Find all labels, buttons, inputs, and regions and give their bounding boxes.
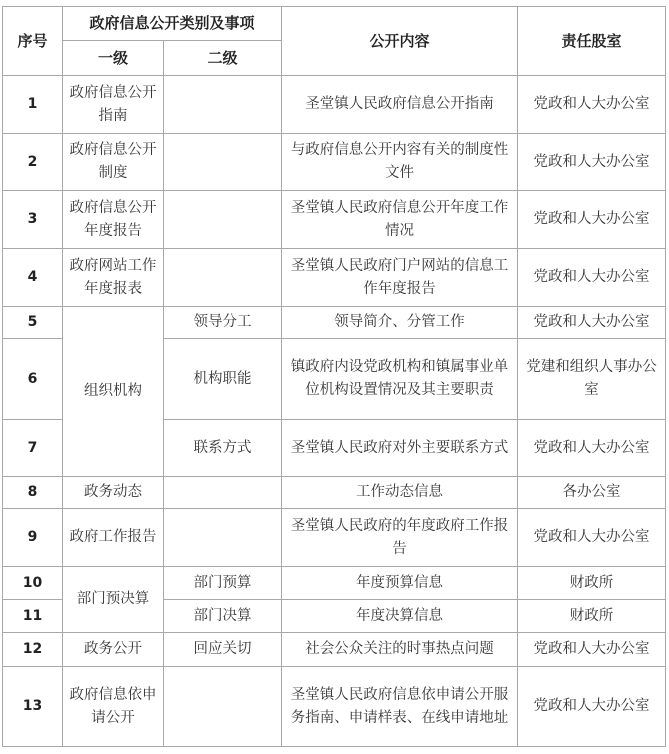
row-seq: 6 [3, 339, 63, 420]
row-level1-merged: 组织机构 [63, 307, 164, 477]
table-row [3, 633, 666, 667]
row-content: 领导简介、分管工作 [282, 307, 518, 339]
row-office: 党政和人大办公室 [518, 191, 666, 249]
header-content: 公开内容 [282, 7, 518, 76]
row-level1: 政府网站工作年度报表 [63, 249, 164, 307]
row-level2: 领导分工 [164, 307, 282, 339]
table-row [3, 477, 666, 509]
row-seq: 12 [3, 633, 63, 667]
header-level1: 一级 [63, 41, 164, 76]
row-level1: 政府信息公开指南 [63, 76, 164, 134]
row-office: 党政和人大办公室 [518, 249, 666, 307]
row-seq: 10 [3, 567, 63, 600]
row-seq: 11 [3, 600, 63, 633]
row-level2 [164, 76, 282, 134]
row-level1: 政府信息依申请公开 [63, 667, 164, 747]
row-level2 [164, 134, 282, 191]
row-office: 党政和人大办公室 [518, 633, 666, 667]
table-row [3, 667, 666, 747]
row-content: 圣堂镇人民政府门户网站的信息工作年度报告 [282, 249, 518, 307]
row-seq: 3 [3, 191, 63, 249]
row-office: 党政和人大办公室 [518, 307, 666, 339]
row-content: 圣堂镇人民政府信息依申请公开服务指南、申请样表、在线申请地址 [282, 667, 518, 747]
row-office: 党政和人大办公室 [518, 509, 666, 567]
table-row [3, 134, 666, 191]
row-content: 圣堂镇人民政府对外主要联系方式 [282, 420, 518, 477]
row-level1: 政务动态 [63, 477, 164, 509]
disclosure-table-wrapper [2, 6, 666, 747]
row-level1: 政府信息公开年度报告 [63, 191, 164, 249]
row-office: 党建和组织人事办公室 [518, 339, 666, 420]
row-seq: 7 [3, 420, 63, 477]
row-level2 [164, 509, 282, 567]
header-seq: 序号 [3, 7, 63, 76]
row-seq: 4 [3, 249, 63, 307]
table-row [3, 249, 666, 307]
row-content: 工作动态信息 [282, 477, 518, 509]
row-office: 财政所 [518, 567, 666, 600]
row-content: 与政府信息公开内容有关的制度性文件 [282, 134, 518, 191]
row-content: 社会公众关注的时事热点问题 [282, 633, 518, 667]
table-row [3, 567, 666, 600]
row-content: 圣堂镇人民政府信息公开指南 [282, 76, 518, 134]
row-seq: 1 [3, 76, 63, 134]
table-row [3, 76, 666, 134]
row-office: 财政所 [518, 600, 666, 633]
row-level2: 部门决算 [164, 600, 282, 633]
row-level2: 联系方式 [164, 420, 282, 477]
table-row [3, 191, 666, 249]
row-level2: 回应关切 [164, 633, 282, 667]
table-row [3, 307, 666, 339]
row-level1: 政府信息公开制度 [63, 134, 164, 191]
row-level1: 政务公开 [63, 633, 164, 667]
row-level1-merged: 部门预决算 [63, 567, 164, 633]
row-office: 党政和人大办公室 [518, 76, 666, 134]
row-office: 各办公室 [518, 477, 666, 509]
header-category-group: 政府信息公开类别及事项 [63, 7, 282, 41]
row-level2: 部门预算 [164, 567, 282, 600]
row-content: 镇政府内设党政机构和镇属事业单位机构设置情况及其主要职责 [282, 339, 518, 420]
row-office: 党政和人大办公室 [518, 667, 666, 747]
row-office: 党政和人大办公室 [518, 134, 666, 191]
disclosure-table [2, 6, 666, 747]
row-seq: 8 [3, 477, 63, 509]
row-seq: 9 [3, 509, 63, 567]
row-content: 年度决算信息 [282, 600, 518, 633]
row-level2 [164, 667, 282, 747]
row-level1: 政府工作报告 [63, 509, 164, 567]
row-content: 圣堂镇人民政府信息公开年度工作情况 [282, 191, 518, 249]
header-level2: 二级 [164, 41, 282, 76]
row-level2: 机构职能 [164, 339, 282, 420]
row-level2 [164, 191, 282, 249]
row-seq: 13 [3, 667, 63, 747]
table-row [3, 509, 666, 567]
header-office: 责任股室 [518, 7, 666, 76]
row-seq: 5 [3, 307, 63, 339]
row-content: 圣堂镇人民政府的年度政府工作报告 [282, 509, 518, 567]
row-office: 党政和人大办公室 [518, 420, 666, 477]
row-seq: 2 [3, 134, 63, 191]
row-level2 [164, 249, 282, 307]
row-content: 年度预算信息 [282, 567, 518, 600]
row-level2 [164, 477, 282, 509]
